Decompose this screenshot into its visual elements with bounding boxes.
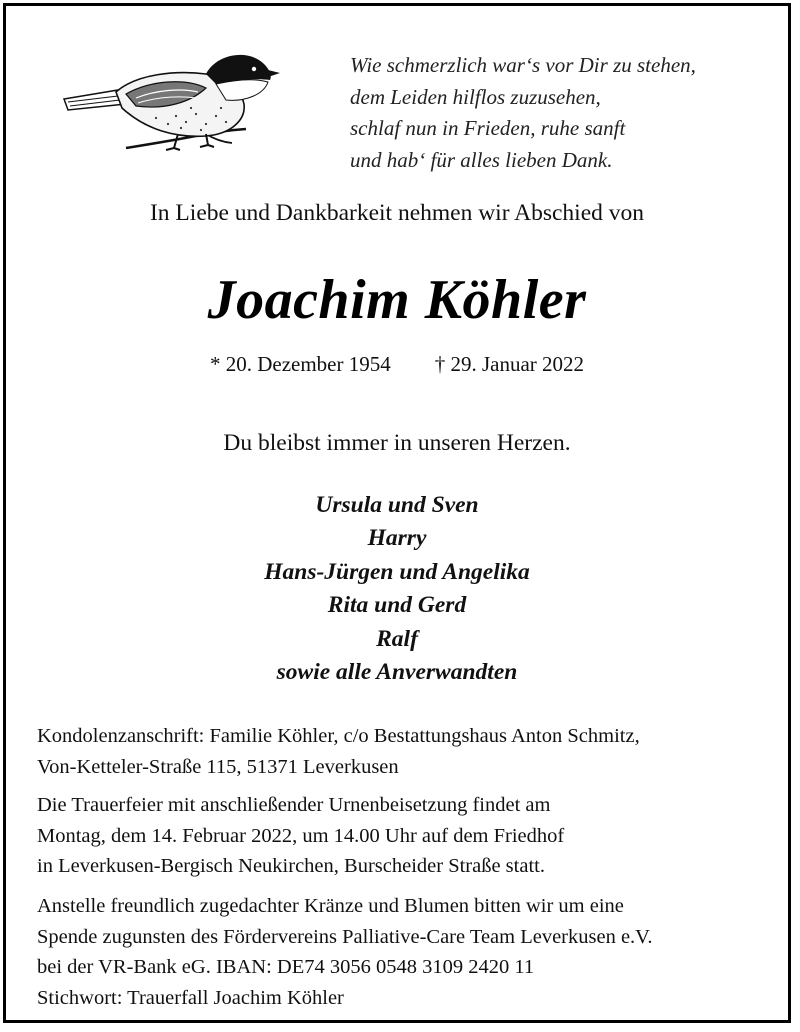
mourner-entry: Rita und Gerd xyxy=(327,592,467,619)
ceremony-line: Die Trauerfeier mit anschließender Urnenbeisetzung findet am xyxy=(37,794,551,816)
poem-line: Wie schmerzlich war‘s vor Dir zu stehen, xyxy=(350,53,696,77)
deceased-name: Joachim Köhler xyxy=(207,269,587,331)
mourner-entry: Ralf xyxy=(376,625,418,652)
intro-text: In Liebe und Dankbarkeit nehmen wir Abschied von xyxy=(149,200,645,226)
motto-text: Du bleibst immer in unseren Herzen. xyxy=(223,430,571,456)
donation-line: bei der VR-Bank eG. IBAN: DE74 3056 0548 3109 2420 11 xyxy=(37,956,535,978)
condolence-line: Kondolenzanschrift: Familie Köhler, c/o Bestattungshaus Anton Schmitz, xyxy=(37,725,640,747)
obituary-card xyxy=(3,3,791,1023)
mourners-list xyxy=(6,489,788,689)
poem-verse xyxy=(350,50,770,176)
mourner-entry: Hans-Jürgen und Angelika xyxy=(264,558,530,585)
donation-line: Stichwort: Trauerfall Joachim Köhler xyxy=(37,986,344,1009)
poem-line: und hab‘ für alles lieben Dank. xyxy=(350,147,613,172)
chickadee-bird-icon xyxy=(56,44,281,159)
poem-line: dem Leiden hilflos zuzusehen, xyxy=(350,84,601,109)
donation-line: Anstelle freundlich zugedachter Kränze und Blumen bitten wir um eine xyxy=(37,895,624,917)
donation-info xyxy=(37,891,782,1013)
condolence-address xyxy=(37,721,782,782)
poem-line: schlaf nun in Frieden, ruhe sanft xyxy=(350,116,626,140)
donation-line: Spende zugunsten des Fördervereins Palliative-Care Team Leverkusen e.V. xyxy=(37,925,653,948)
life-dates xyxy=(6,352,788,377)
birth-date: * 20. Dezember 1954 xyxy=(209,352,391,376)
ceremony-line: in Leverkusen-Bergisch Neukirchen, Burscheider Straße statt. xyxy=(37,855,545,877)
mourner-entry: sowie alle Anverwandten xyxy=(276,659,518,686)
condolence-line: Von-Ketteler-Straße 115, 51371 Leverkusen xyxy=(37,755,399,778)
ceremony-info xyxy=(37,790,782,882)
mourner-entry: Harry xyxy=(367,525,427,552)
mourner-entry: Ursula und Sven xyxy=(315,492,479,518)
death-date: † 29. Januar 2022 xyxy=(434,352,585,376)
ceremony-line: Montag, dem 14. Februar 2022, um 14.00 Uhr auf dem Friedhof xyxy=(37,824,565,847)
